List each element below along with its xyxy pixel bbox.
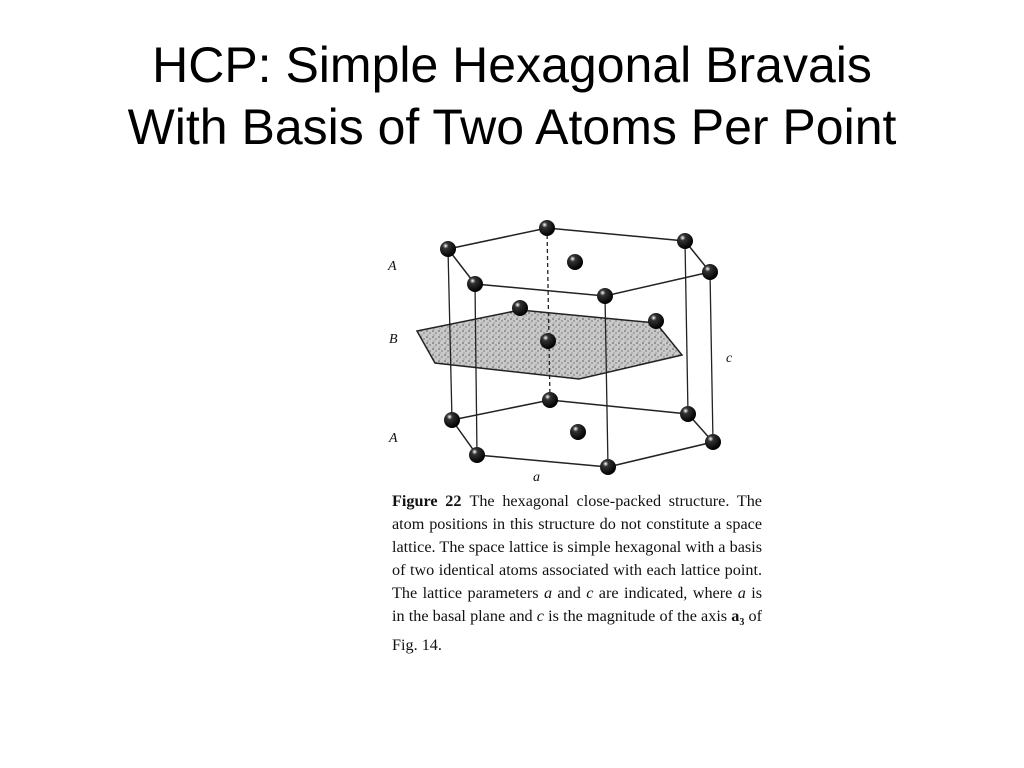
label-layer-top: A <box>388 259 397 274</box>
label-layer-bottom: A <box>389 431 398 446</box>
label-param-c: c <box>726 351 733 366</box>
caption-var-a: a <box>543 584 553 602</box>
caption-var-c2: c <box>536 607 544 625</box>
figure-caption <box>392 490 762 657</box>
atoms-top <box>440 220 718 304</box>
caption-part5: is the magnitude of the axis <box>543 607 732 625</box>
caption-axis-symbol: a <box>731 607 740 625</box>
label-param-a: a <box>533 470 540 485</box>
caption-part4: is in the basal plane and <box>392 584 762 625</box>
title-line-2: With Basis of Two Atoms Per Point <box>127 99 897 155</box>
caption-axis-sub: 3 <box>739 617 745 629</box>
caption-part6: of Fig. 14. <box>392 607 762 655</box>
label-layer-middle: B <box>389 332 398 347</box>
caption-part1: The hexagonal close-packed structure. The atom positions in this structure do not constitute a space lattice. The space lattice is simple hexagonal with a basis of two identical atoms associated with each lattice point. The lattice parameters <box>392 492 762 602</box>
caption-var-c: c <box>586 584 594 602</box>
figure-label: Figure 22 <box>392 492 462 510</box>
caption-var-a2: a <box>737 584 746 602</box>
caption-part2: and <box>552 584 587 602</box>
atoms-bottom <box>444 392 721 475</box>
caption-part3: are indicated, where <box>593 584 738 602</box>
title-line-1: HCP: Simple Hexagonal Bravais <box>152 37 872 93</box>
